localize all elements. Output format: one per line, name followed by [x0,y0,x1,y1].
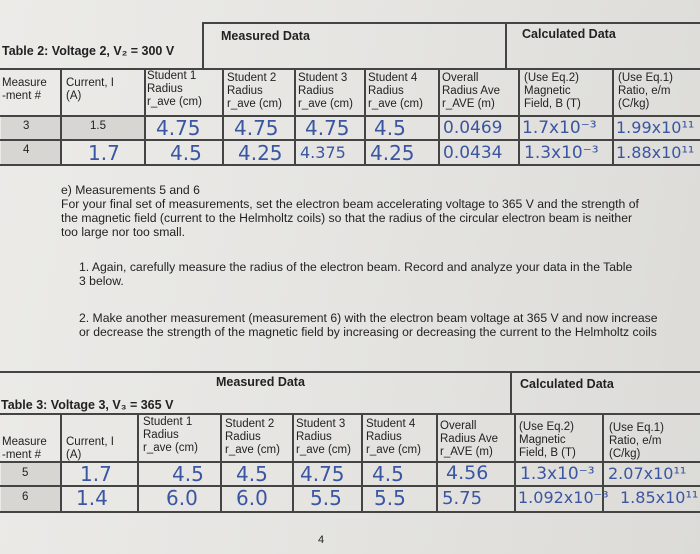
hw-ratio: 1.85x10¹¹ [620,488,699,507]
hw-s3: 5.5 [310,486,342,510]
header-current: Current, I (A) [66,436,114,461]
header-student-1: Student 1 Radius r_ave (cm) [147,70,202,108]
hw-s1: 4.75 [156,116,201,140]
hw-s2: 4.5 [236,462,268,486]
measured-data-label: Measured Data [221,29,310,43]
row-num: 5 [22,467,29,479]
measured-data-label: Measured Data [216,375,305,389]
hw-ratio: 2.07x10¹¹ [608,464,687,483]
row-num: 3 [23,120,30,132]
instruction-1: 1. Again, carefully measure the radius of the electron beam. Record and analyze your data in the Table 3 below. [79,260,633,288]
hw-s4: 4.5 [372,462,404,486]
hw-current: 1.4 [76,486,108,510]
table-title: Table 2: Voltage 2, V₂ = 300 V [2,44,175,58]
hw-s1: 6.0 [166,486,198,510]
header-measurement: Measure -ment # [2,436,47,461]
hw-s4: 4.5 [374,116,406,140]
hw-s2: 6.0 [236,486,268,510]
hw-s1: 4.5 [170,141,202,165]
hw-field: 1.3x10⁻³ [520,464,595,484]
hw-overall: 0.0434 [443,143,503,163]
header-ratio: (Use Eq.1) Ratio, e/m (C/kg) [618,72,673,110]
hw-field: 1.092x10⁻³ [518,488,609,507]
calculated-data-label: Calculated Data [522,27,616,41]
hw-ratio: 1.99x10¹¹ [616,118,695,137]
calculated-data-label: Calculated Data [520,377,614,391]
hw-field: 1.3x10⁻³ [524,143,599,163]
hw-s3: 4.75 [305,116,350,140]
instruction-2: 2. Make another measurement (measurement 6) with the electron beam voltage at 365 V and now increase or decrease the strength of the magnetic field by increasing or decreasing the current to the Helmholtz coils [79,311,658,339]
hw-s2: 4.25 [238,141,283,165]
hw-overall: 0.0469 [443,118,503,138]
page-number: 4 [318,534,325,546]
header-ratio: (Use Eq.1) Ratio, e/m (C/kg) [609,422,664,460]
row-current: 1.5 [90,120,106,132]
header-student-1: Student 1 Radius r_ave (cm) [143,416,198,454]
header-measurement: Measure -ment # [2,77,47,102]
hw-s1: 4.5 [172,462,204,486]
header-magnetic-field: (Use Eq.2) Magnetic Field, B (T) [519,421,576,459]
hw-s3: 4.375 [300,143,346,162]
hw-overall: 4.56 [446,462,489,484]
hw-overall: 5.75 [442,488,483,509]
hw-s4: 4.25 [370,141,415,165]
row-num: 4 [23,144,30,156]
header-student-3: Student 3 Radius r_ave (cm) [296,418,351,456]
hw-current: 1.7 [88,141,120,165]
header-overall: Overall Radius Ave r_AVE (m) [440,420,498,458]
header-student-4: Student 4 Radius r_ave (cm) [366,418,421,456]
table-title: Table 3: Voltage 3, V₃ = 365 V [1,398,174,412]
header-student-2: Student 2 Radius r_ave (cm) [225,418,280,456]
header-overall: Overall Radius Ave r_AVE (m) [442,72,500,110]
header-current: Current, I (A) [66,77,114,102]
hw-ratio: 1.88x10¹¹ [616,143,695,162]
hw-s3: 4.75 [300,462,345,486]
hw-field: 1.7x10⁻³ [522,118,597,138]
row-num: 6 [22,491,29,503]
header-student-4: Student 4 Radius r_ave (cm) [368,72,423,110]
header-student-3: Student 3 Radius r_ave (cm) [298,72,353,110]
header-student-2: Student 2 Radius r_ave (cm) [227,72,282,110]
hw-s2: 4.75 [234,116,279,140]
hw-s4: 5.5 [374,486,406,510]
section-paragraph: For your final set of measurements, set the electron beam accelerating voltage to 365 V and the strength of the magnetic field (current to the Helmholtz coils) so that the radius of the circular electron beam is neither too large nor too small. [61,197,639,239]
header-magnetic-field: (Use Eq.2) Magnetic Field, B (T) [524,72,581,110]
section-heading: e) Measurements 5 and 6 [61,183,200,197]
hw-current: 1.7 [80,462,112,486]
